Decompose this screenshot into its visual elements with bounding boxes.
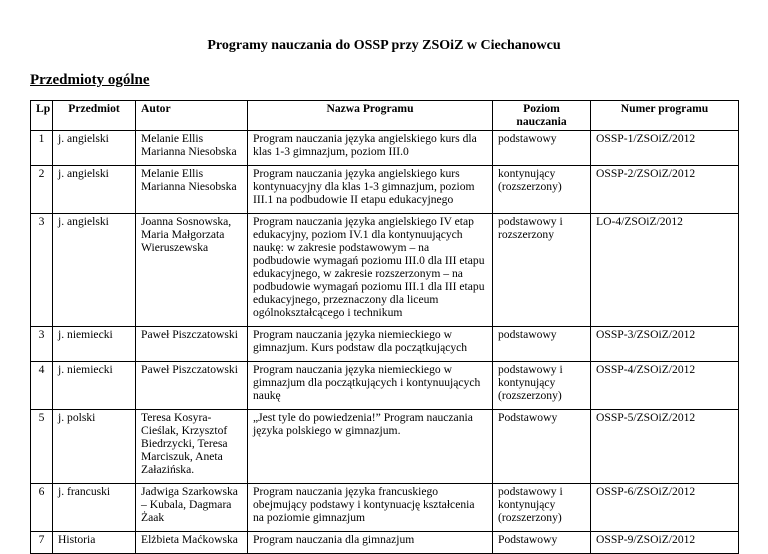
cell-nazwa: Program nauczania języka angielskiego kurs dla klas 1-3 gimnazjum, poziom III.0	[248, 131, 493, 166]
cell-przedmiot: Historia	[53, 532, 136, 554]
cell-autor: Teresa Kosyra-Cieślak, Krzysztof Biedrzycki, Teresa Marciszuk, Aneta Załazińska.	[136, 410, 248, 484]
cell-nazwa: Program nauczania języka niemieckiego w gimnazjum. Kurs podstaw dla początkujących	[248, 327, 493, 362]
header-nazwa: Nazwa Programu	[248, 101, 493, 131]
cell-przedmiot: j. angielski	[53, 214, 136, 327]
cell-lp: 4	[31, 362, 53, 410]
table-row	[31, 362, 739, 410]
programs-table	[30, 100, 739, 554]
table-row	[31, 484, 739, 532]
header-przedmiot: Przedmiot	[53, 101, 136, 131]
cell-przedmiot: j. angielski	[53, 166, 136, 214]
cell-poziom: Podstawowy	[493, 532, 591, 554]
cell-lp: 7	[31, 532, 53, 554]
cell-poziom: podstawowy	[493, 131, 591, 166]
cell-numer: OSSP-4/ZSOiZ/2012	[591, 362, 739, 410]
cell-numer: OSSP-1/ZSOiZ/2012	[591, 131, 739, 166]
cell-autor: Melanie Ellis Marianna Niesobska	[136, 166, 248, 214]
cell-lp: 3	[31, 214, 53, 327]
document-title: Programy nauczania do OSSP przy ZSOiZ w Ciechanowcu	[207, 38, 561, 53]
cell-autor: Jadwiga Szarkowska – Kubala, Dagmara Żaak	[136, 484, 248, 532]
cell-poziom: podstawowy i kontynujący (rozszerzony)	[493, 484, 591, 532]
cell-numer: OSSP-6/ZSOiZ/2012	[591, 484, 739, 532]
header-lp: Lp	[31, 101, 53, 131]
cell-przedmiot: j. polski	[53, 410, 136, 484]
cell-nazwa: „Jest tyle do powiedzenia!” Program nauczania języka polskiego w gimnazjum.	[248, 410, 493, 484]
cell-poziom: podstawowy i kontynujący (rozszerzony)	[493, 362, 591, 410]
cell-poziom: Podstawowy	[493, 410, 591, 484]
cell-autor: Joanna Sosnowska, Maria Małgorzata Wieruszewska	[136, 214, 248, 327]
cell-nazwa: Program nauczania dla gimnazjum	[248, 532, 493, 554]
table-header-row	[31, 101, 739, 131]
header-poziom: Poziom nauczania	[493, 101, 591, 131]
header-numer: Numer programu	[591, 101, 739, 131]
cell-przedmiot: j. francuski	[53, 484, 136, 532]
cell-nazwa: Program nauczania języka angielskiego IV etap edukacyjny, poziom IV.1 dla kontynuujących naukę: w zakresie podstawowym – na podbudowie wymagań poziomu III.0 dla III etapu edukacyjnego, w zakresie rozszerzonym – na podbudowie wymagań poziomu III.1 dla III etapu edukacyjnego, przeznaczony dla liceum ogólnokształcącego i technikum	[248, 214, 493, 327]
table-row	[31, 166, 739, 214]
table-row	[31, 327, 739, 362]
header-autor: Autor	[136, 101, 248, 131]
cell-nazwa: Program nauczania języka francuskiego obejmujący podstawy i kontynuację kształcenia na poziomie gimnazjum	[248, 484, 493, 532]
cell-nazwa: Program nauczania języka angielskiego kurs kontynuacyjny dla klas 1-3 gimnazjum, poziom III.1 na podbudowie II etapu edukacyjnego	[248, 166, 493, 214]
cell-autor: Paweł Piszczatowski	[136, 362, 248, 410]
cell-nazwa: Program nauczania języka niemieckiego w gimnazjum dla początkujących i kontynuujących naukę	[248, 362, 493, 410]
cell-przedmiot: j. niemiecki	[53, 327, 136, 362]
table-row	[31, 410, 739, 484]
cell-poziom: podstawowy	[493, 327, 591, 362]
cell-autor: Elżbieta Maćkowska	[136, 532, 248, 554]
cell-numer: OSSP-9/ZSOiZ/2012	[591, 532, 739, 554]
table-row	[31, 131, 739, 166]
cell-numer: OSSP-2/ZSOiZ/2012	[591, 166, 739, 214]
cell-autor: Melanie Ellis Marianna Niesobska	[136, 131, 248, 166]
cell-numer: OSSP-5/ZSOiZ/2012	[591, 410, 739, 484]
cell-lp: 6	[31, 484, 53, 532]
table-row	[31, 214, 739, 327]
section-heading: Przedmioty ogólne	[30, 72, 150, 88]
cell-lp: 3	[31, 327, 53, 362]
cell-lp: 2	[31, 166, 53, 214]
cell-przedmiot: j. angielski	[53, 131, 136, 166]
cell-autor: Paweł Piszczatowski	[136, 327, 248, 362]
cell-przedmiot: j. niemiecki	[53, 362, 136, 410]
cell-poziom: podstawowy i rozszerzony	[493, 214, 591, 327]
cell-numer: OSSP-3/ZSOiZ/2012	[591, 327, 739, 362]
cell-lp: 1	[31, 131, 53, 166]
cell-numer: LO-4/ZSOiZ/2012	[591, 214, 739, 327]
cell-poziom: kontynujący (rozszerzony)	[493, 166, 591, 214]
cell-lp: 5	[31, 410, 53, 484]
